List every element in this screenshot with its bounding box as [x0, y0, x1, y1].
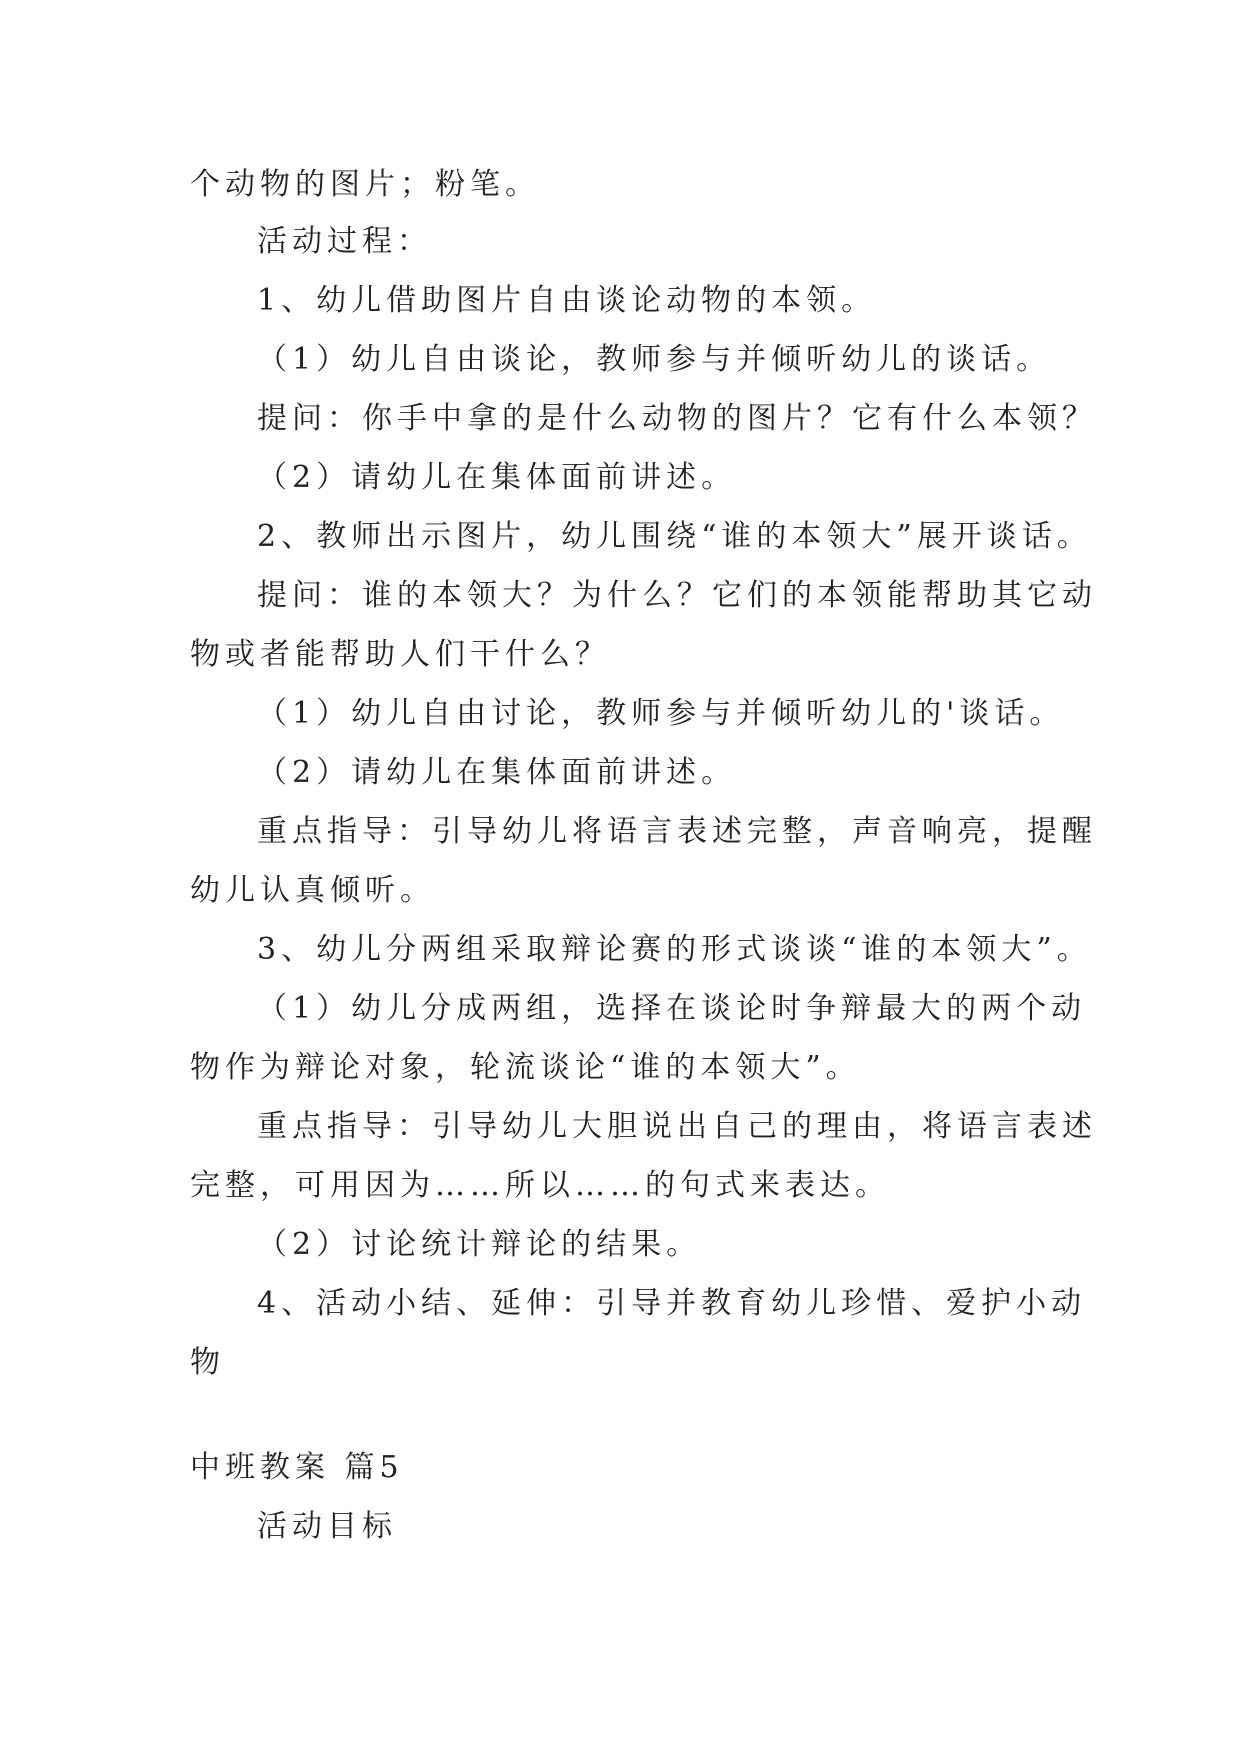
text-line: 物作为辩论对象，轮流谈论“谁的本领大”。 — [190, 1050, 861, 1085]
section-title: 中班教案 篇5 — [190, 1450, 404, 1485]
text-line: 重点指导：引导幼儿将语言表述完整，声音响亮，提醒 — [257, 814, 1097, 849]
text-line: 提问：谁的本领大？为什么？它们的本领能帮助其它动 — [257, 578, 1097, 613]
text-line: 提问：你手中拿的是什么动物的图片？它有什么本领？ — [257, 401, 1097, 436]
text-line: 完整，可用因为……所以……的句式来表达。 — [190, 1168, 890, 1203]
section-heading: 活动目标 — [257, 1509, 397, 1544]
text-line: 3、幼儿分两组采取辩论赛的形式谈谈“谁的本领大”。 — [257, 932, 1092, 967]
text-line: 物或者能帮助人们干什么？ — [190, 637, 610, 672]
section-heading: 活动过程： — [257, 224, 432, 259]
text-line: （2）讨论统计辩论的结果。 — [257, 1227, 702, 1262]
text-line: 重点指导：引导幼儿大胆说出自己的理由，将语言表述 — [257, 1109, 1097, 1144]
text-line: 物 — [190, 1345, 225, 1380]
text-line: 1、幼儿借助图片自由谈论动物的本领。 — [257, 283, 877, 318]
text-line: 4、活动小结、延伸：引导并教育幼儿珍惜、爱护小动 — [257, 1286, 1087, 1321]
text-line: 幼儿认真倾听。 — [190, 873, 435, 908]
text-line: 2、教师出示图片，幼儿围绕“谁的本领大”展开谈话。 — [257, 519, 1092, 554]
text-line: 个动物的图片；粉笔。 — [190, 167, 540, 202]
text-line: （2）请幼儿在集体面前讲述。 — [257, 755, 737, 790]
text-line: （1）幼儿自由谈论，教师参与并倾听幼儿的谈话。 — [257, 342, 1052, 377]
text-line: （1）幼儿自由讨论，教师参与并倾听幼儿的'谈话。 — [257, 696, 1065, 731]
text-line: （1）幼儿分成两组，选择在谈论时争辩最大的两个动 — [257, 991, 1087, 1026]
text-line: （2）请幼儿在集体面前讲述。 — [257, 460, 737, 495]
